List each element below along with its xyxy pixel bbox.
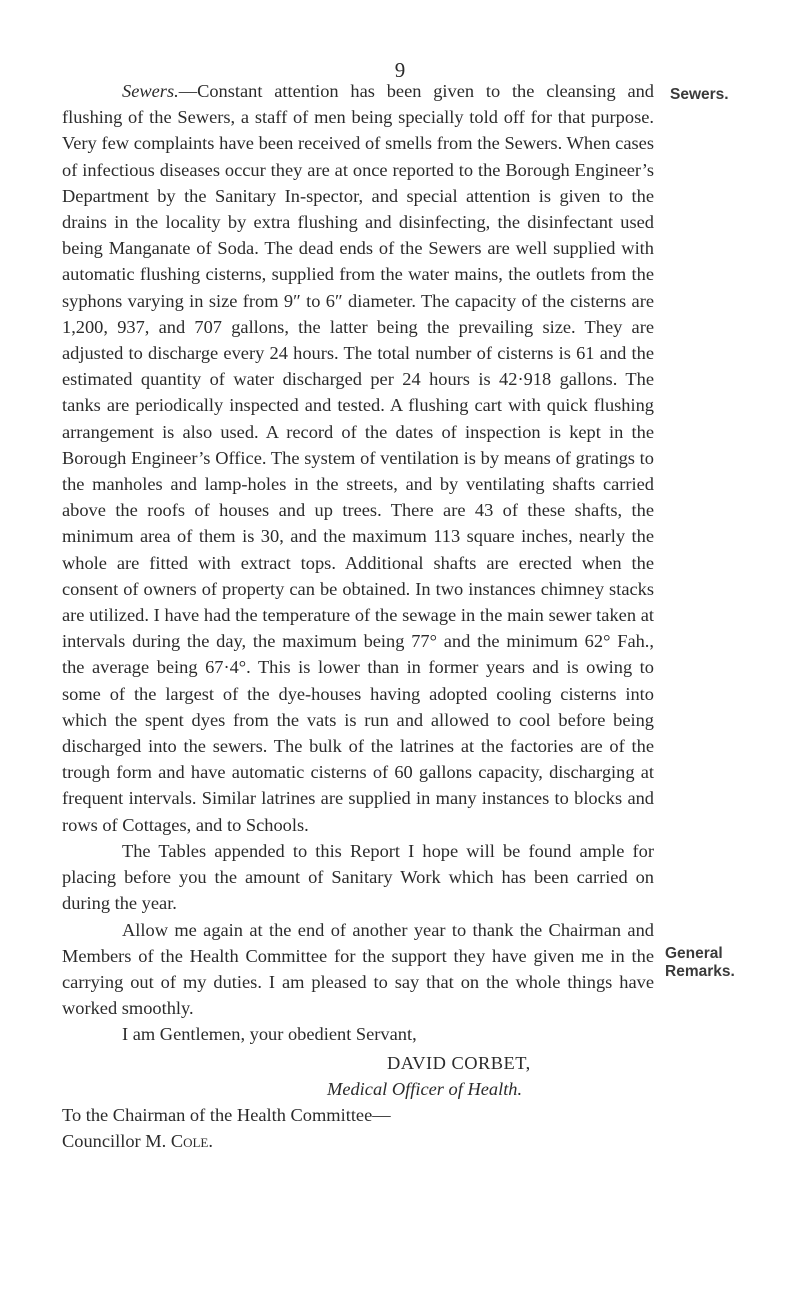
- sewers-lead: Sewers.: [122, 81, 179, 101]
- margin-note-sewers: Sewers.: [670, 86, 729, 103]
- margin-note-general-remarks: General Remarks.: [665, 945, 735, 980]
- signature-title: Medical Officer of Health.: [327, 1078, 523, 1099]
- report-body: [62, 78, 654, 1154]
- councillor-prefix: Councillor M.: [62, 1131, 171, 1152]
- councillor-line: [62, 1128, 654, 1154]
- closing-line: I am Gentlemen, your obedient Servant,: [122, 1024, 417, 1045]
- sewers-text: —Constant attention has been given to the cleansing and flushing of the Sewers, a staff of men being specially told off for that purpose. Very few complaints have been received of smells from the Sewers. When cases of infectious diseases occur they are at once reported to the Borough Engineer’s Department by the Sanitary In-spector, and special attention is given to the drains in the locality by extra flushing and disinfecting, the disinfectant used being Manganate of Soda. The dead ends of the Sewers are well supplied with automatic flushing cisterns, supplied from the water mains, the outlets from the syphons varying in size from 9″ to 6″ diameter. The capacity of the cisterns are 1,200, 937, and 707 gallons, the latter being the prevailing size. They are adjusted to discharge every 24 hours. The total number of cisterns is 61 and the estimated quantity of water discharged per 24 hours is 42·918 gallons. The tanks are periodically inspected and tested. A flushing cart with quick flushing arrangement is also used. A record of the dates of inspection is kept in the Borough Engineer’s Office. The system of ventilation is by means of gratings to the manholes and lamp-holes in the streets, and by ventilating shafts carried above the roofs of houses and up trees. There are 43 of these shafts, the minimum area of them is 30, and the maximum 113 square inches, nearly the whole are fitted with extract tops. Additional shafts are erected when the consent of owners of property can be obtained. In two instances chimney stacks are utilized. I have had the temperature of the sewage in the main sewer taken at intervals during the day, the maximum being 77° and the minimum 62° Fah., the average being 67·4°. This is lower than in former years and is owing to some of the largest of the dye-houses having adopted cooling cisterns into which the spent dyes from the vats is run and allowed to cool before being discharged into the sewers. The bulk of the latrines at the factories are of the trough form and have automatic cisterns of 60 gallons capacity, discharging at frequent intervals. Similar latrines are supplied in many instances to blocks and rows of Cottages, and to Schools.: [62, 81, 654, 835]
- signature-block: [62, 1050, 654, 1102]
- councillor-surname: Cole.: [170, 1131, 213, 1152]
- page-number: 9: [394, 58, 406, 82]
- sewers-paragraph: [62, 78, 654, 838]
- addressee-line: To the Chairman of the Health Committee—: [62, 1104, 391, 1125]
- addressee-block: [62, 1102, 654, 1154]
- tables-paragraph: The Tables appended to this Report I hope will be found ample for placing before you the amount of Sanitary Work which has been carried on during the year.: [62, 840, 654, 914]
- thanks-paragraph: Allow me again at the end of another year to thank the Chairman and Members of the Health Committee for the support they have given me in the carrying out of my duties. I am pleased to say that on the whole things have worked smoothly.: [62, 919, 654, 1019]
- signature-name: DAVID CORBET,: [387, 1052, 531, 1073]
